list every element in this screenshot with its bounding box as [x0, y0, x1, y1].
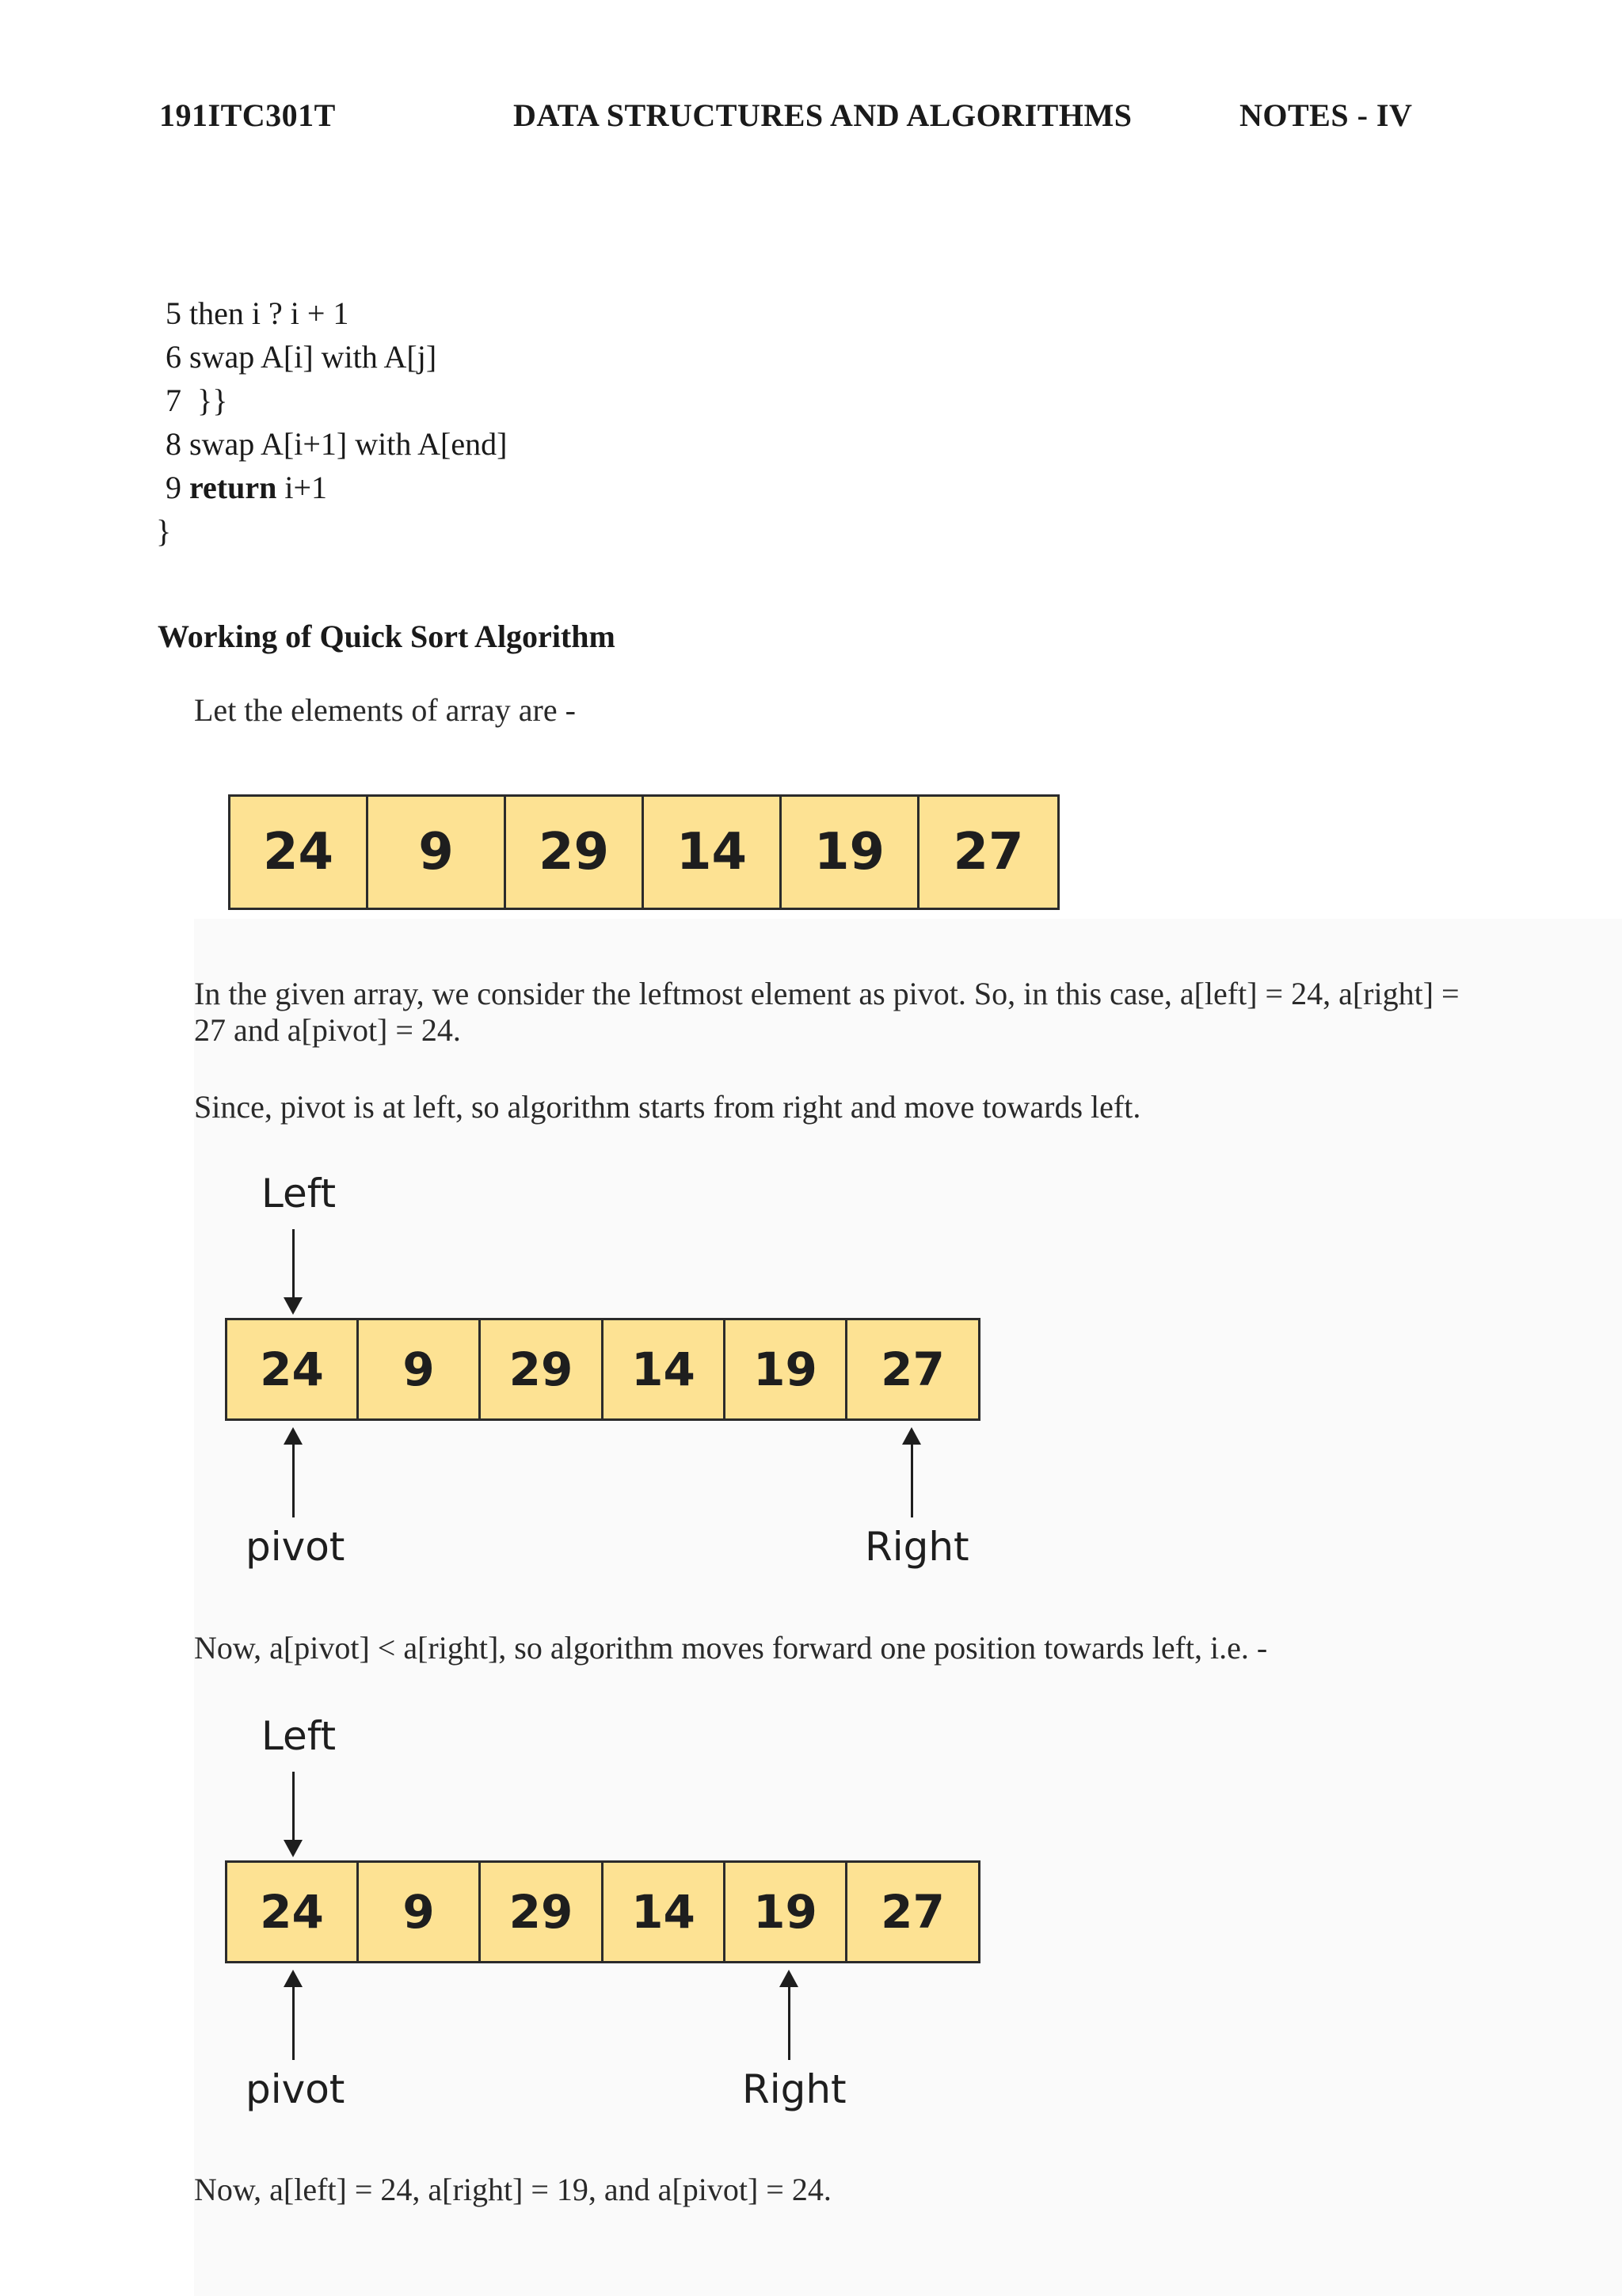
code-line: 8 swap A[i+1] with A[end] — [166, 426, 508, 462]
up-arrow-icon — [292, 1430, 295, 1517]
array-cell: 24 — [230, 797, 368, 908]
notes-label: NOTES - IV — [1239, 97, 1413, 133]
array-cell: 27 — [881, 1342, 945, 1396]
paragraph-intro: Let the elements of array are - — [194, 692, 576, 728]
return-keyword: return — [189, 470, 277, 505]
return-value: i+1 — [276, 470, 328, 505]
pivot-pointer-label: pivot — [246, 1524, 345, 1570]
array-cell: 29 — [481, 1863, 603, 1961]
array-diagram — [225, 1318, 980, 1421]
paragraph-now-2: Now, a[left] = 24, a[right] = 19, and a[pivot] = 24. — [194, 2172, 832, 2207]
array-cell: 14 — [603, 1320, 725, 1418]
array-cell: 29 — [506, 797, 644, 908]
course-code: 191ITC301T — [159, 97, 336, 133]
paragraph-given: In the given array, we consider the leftmost element as pivot. So, in this case, a[left] = 24, a[right] = 27 and a[pivot] = 24. — [194, 976, 1460, 1048]
code-line: 7 }} — [166, 383, 228, 418]
array-cell: 27 — [953, 823, 1024, 881]
up-arrow-icon — [788, 1973, 790, 2060]
array-cell: 19 — [782, 797, 920, 908]
array-cell: 24 — [227, 1863, 359, 1961]
left-pointer-label: Left — [261, 1713, 337, 1759]
array-cell: 14 — [603, 1863, 725, 1961]
array-cell: 19 — [725, 1320, 847, 1418]
right-pointer-label: Right — [742, 2066, 847, 2112]
line-number: 9 — [166, 470, 189, 505]
down-arrow-icon — [292, 1772, 295, 1854]
array-cell: 9 — [359, 1320, 481, 1418]
array-cell: 29 — [481, 1320, 603, 1418]
up-arrow-icon — [292, 1973, 295, 2060]
pivot-pointer-label: pivot — [246, 2066, 345, 2112]
left-pointer-label: Left — [261, 1171, 337, 1217]
code-line: 6 swap A[i] with A[j] — [166, 339, 437, 375]
section-heading: Working of Quick Sort Algorithm — [158, 619, 615, 654]
up-arrow-icon — [911, 1430, 913, 1517]
paragraph-now-1: Now, a[pivot] < a[right], so algorithm moves forward one position towards left, i.e. - — [194, 1630, 1268, 1666]
code-line: 5 then i ? i + 1 — [166, 295, 349, 331]
code-line — [156, 466, 507, 509]
array-cell: 14 — [644, 797, 782, 908]
right-pointer-label: Right — [865, 1524, 969, 1570]
array-diagram — [225, 1860, 980, 1963]
array-cell: 9 — [359, 1863, 481, 1961]
array-diagram — [228, 794, 1060, 910]
array-cell: 27 — [881, 1885, 945, 1939]
array-cell: 24 — [227, 1320, 359, 1418]
array-cell: 19 — [725, 1863, 847, 1961]
paragraph-since: Since, pivot is at left, so algorithm starts from right and move towards left. — [194, 1089, 1141, 1125]
document-title: DATA STRUCTURES AND ALGORITHMS — [513, 97, 1133, 133]
code-line: } — [156, 513, 172, 549]
array-cell: 9 — [368, 797, 506, 908]
down-arrow-icon — [292, 1229, 295, 1312]
pseudocode-block — [156, 291, 507, 553]
